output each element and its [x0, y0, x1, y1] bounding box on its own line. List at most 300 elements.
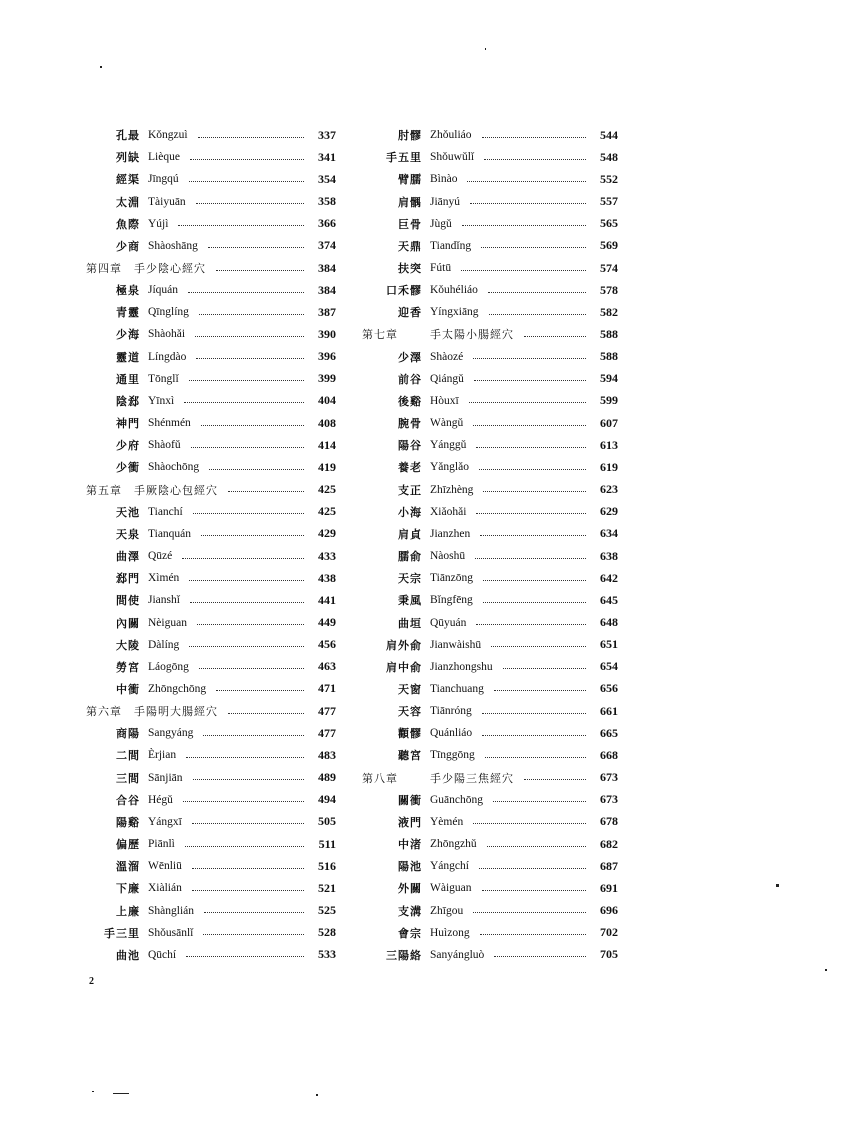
acupoint-pinyin: Shàoshāng — [148, 239, 198, 252]
toc-entry-row — [362, 811, 618, 833]
page-ref: 525 — [318, 903, 336, 918]
acupoint-chinese-name: 會宗 — [398, 926, 422, 940]
dot-leader — [475, 558, 586, 559]
dot-leader — [524, 779, 586, 780]
page-ref: 651 — [600, 637, 618, 652]
acupoint-chinese-name: 通里 — [116, 372, 140, 386]
dot-leader — [196, 358, 304, 359]
page-ref: 399 — [318, 371, 336, 386]
page-ref: 645 — [600, 592, 618, 607]
dot-leader — [485, 757, 586, 758]
acupoint-pinyin: Jianzhen — [430, 527, 471, 540]
page-ref: 483 — [318, 747, 336, 762]
chapter-title: 手太陽小腸經穴 — [430, 328, 514, 342]
toc-entry-row — [362, 501, 618, 523]
page-ref: 374 — [318, 238, 336, 253]
page-ref: 384 — [318, 260, 336, 275]
page-ref: 341 — [318, 149, 336, 164]
acupoint-pinyin: Wēnliū — [148, 860, 182, 873]
toc-chapter-row — [86, 479, 336, 501]
page-ref: 588 — [600, 326, 618, 341]
acupoint-pinyin: Sanyángluò — [430, 948, 485, 961]
acupoint-chinese-name: 手五里 — [386, 151, 422, 165]
toc-entry-row — [362, 545, 618, 567]
toc-entry-row — [86, 789, 336, 811]
toc-right-column — [362, 124, 618, 966]
toc-entry-row — [86, 678, 336, 700]
dot-leader — [470, 203, 586, 204]
page-ref: 565 — [600, 216, 618, 231]
page-ref: 387 — [318, 304, 336, 319]
chapter-title: 手陽明大腸經穴 — [134, 705, 218, 719]
acupoint-chinese-name: 支溝 — [398, 904, 422, 918]
acupoint-pinyin: Wàiguan — [430, 882, 472, 895]
page-ref: 619 — [600, 459, 618, 474]
dot-leader — [473, 912, 586, 913]
toc-entry-row — [362, 922, 618, 944]
page-ref: 668 — [600, 747, 618, 762]
dot-leader — [204, 912, 304, 913]
acupoint-chinese-name: 口禾髎 — [386, 284, 422, 298]
scan-speck — [113, 1093, 129, 1094]
dot-leader — [192, 823, 304, 824]
acupoint-pinyin: Tīnggōng — [430, 749, 475, 762]
acupoint-chinese-name: 神門 — [116, 417, 140, 431]
page-ref: 574 — [600, 260, 618, 275]
toc-entry-row — [86, 722, 336, 744]
page-ref: 511 — [318, 836, 336, 851]
acupoint-pinyin: Jianshǐ — [148, 594, 180, 607]
toc-entry-row — [362, 190, 618, 212]
acupoint-chinese-name: 下廉 — [116, 882, 140, 896]
acupoint-chinese-name: 肩中俞 — [386, 660, 422, 674]
acupoint-chinese-name: 間使 — [116, 594, 140, 608]
dot-leader — [483, 602, 586, 603]
acupoint-pinyin: Shàochōng — [148, 461, 200, 474]
toc-entry-row — [86, 146, 336, 168]
dot-leader — [189, 646, 304, 647]
page-ref: 623 — [600, 482, 618, 497]
toc-entry-row — [86, 190, 336, 212]
page-ref: 441 — [318, 592, 336, 607]
acupoint-pinyin: Nàoshū — [430, 550, 466, 563]
acupoint-chinese-name: 陰郄 — [116, 394, 140, 408]
toc-entry-row — [86, 767, 336, 789]
acupoint-pinyin: Yīnxì — [148, 394, 175, 407]
toc-entry-row — [86, 323, 336, 345]
page-ref: 521 — [318, 880, 336, 895]
dot-leader — [479, 469, 586, 470]
page-ref: 494 — [318, 792, 336, 807]
acupoint-pinyin: Piānlì — [148, 838, 175, 851]
acupoint-pinyin: Kǒngzuì — [148, 129, 188, 142]
toc-entry-row — [362, 700, 618, 722]
page-ref: 634 — [600, 526, 618, 541]
page-ref: 613 — [600, 437, 618, 452]
dot-leader — [186, 956, 304, 957]
dot-leader — [199, 314, 304, 315]
dot-leader — [203, 735, 304, 736]
acupoint-chinese-name: 靈道 — [116, 350, 140, 364]
toc-chapter-row — [362, 323, 618, 345]
page-ref: 661 — [600, 703, 618, 718]
acupoint-pinyin: Hégǔ — [148, 793, 173, 806]
page-ref: 390 — [318, 326, 336, 341]
acupoint-pinyin: Tianchí — [148, 505, 183, 518]
page-ref: 463 — [318, 659, 336, 674]
acupoint-pinyin: Zhīzhèng — [430, 483, 474, 496]
toc-entry-row — [362, 944, 618, 966]
toc-entry-row — [362, 235, 618, 257]
dot-leader — [483, 580, 586, 581]
dot-leader — [462, 225, 586, 226]
acupoint-chinese-name: 天泉 — [116, 527, 140, 541]
toc-entry-row — [86, 922, 336, 944]
acupoint-chinese-name: 迎香 — [398, 306, 422, 320]
toc-entry-row — [86, 567, 336, 589]
acupoint-chinese-name: 內關 — [116, 616, 140, 630]
toc-entry-row — [362, 722, 618, 744]
toc-entry-row — [362, 899, 618, 921]
dot-leader — [482, 137, 586, 138]
toc-entry-row — [86, 545, 336, 567]
page-ref: 687 — [600, 858, 618, 873]
dot-leader — [476, 447, 586, 448]
chapter-title: 手厥陰心包經穴 — [134, 483, 218, 497]
acupoint-chinese-name: 少澤 — [398, 350, 422, 364]
acupoint-pinyin: Shàozé — [430, 350, 464, 363]
page-ref: 705 — [600, 947, 618, 962]
acupoint-chinese-name: 天容 — [398, 705, 422, 719]
chapter-label: 第八章 — [362, 771, 398, 785]
acupoint-chinese-name: 顴髎 — [398, 727, 422, 741]
dot-leader — [191, 447, 304, 448]
scan-speck — [100, 66, 102, 68]
acupoint-chinese-name: 少海 — [116, 328, 140, 342]
dot-leader — [476, 624, 586, 625]
scan-speck — [316, 1094, 318, 1096]
page-ref: 691 — [600, 880, 618, 895]
dot-leader — [188, 292, 304, 293]
toc-entry-row — [362, 346, 618, 368]
acupoint-pinyin: Zhōngchōng — [148, 682, 207, 695]
page-ref: 516 — [318, 858, 336, 873]
dot-leader — [480, 535, 586, 536]
dot-leader — [189, 580, 304, 581]
dot-leader — [524, 336, 586, 337]
dot-leader — [494, 690, 586, 691]
toc-entry-row — [362, 567, 618, 589]
dot-leader — [189, 181, 304, 182]
dot-leader — [503, 668, 586, 669]
acupoint-pinyin: Xiǎohǎi — [430, 505, 467, 518]
dot-leader — [201, 535, 304, 536]
page-ref: 629 — [600, 504, 618, 519]
acupoint-chinese-name: 溫溜 — [116, 860, 140, 874]
acupoint-chinese-name: 天池 — [116, 505, 140, 519]
acupoint-pinyin: Tianchuang — [430, 682, 484, 695]
acupoint-pinyin: Yíngxiāng — [430, 306, 479, 319]
dot-leader — [216, 270, 304, 271]
acupoint-chinese-name: 扶突 — [398, 262, 422, 276]
acupoint-chinese-name: 曲池 — [116, 948, 140, 962]
acupoint-pinyin: Fútū — [430, 262, 452, 275]
toc-entry-row — [86, 368, 336, 390]
toc-entry-row — [362, 744, 618, 766]
dot-leader — [480, 934, 586, 935]
acupoint-chinese-name: 天宗 — [398, 572, 422, 586]
toc-entry-row — [86, 168, 336, 190]
page-ref: 594 — [600, 371, 618, 386]
acupoint-pinyin: Shǒuwǔlǐ — [430, 151, 475, 164]
acupoint-chinese-name: 少府 — [116, 439, 140, 453]
acupoint-pinyin: Qūyuán — [430, 616, 467, 629]
acupoint-pinyin: Yánggǔ — [430, 439, 467, 452]
toc-entry-row — [362, 279, 618, 301]
page-ref: 582 — [600, 304, 618, 319]
acupoint-pinyin: Shénmén — [148, 417, 191, 430]
acupoint-chinese-name: 太淵 — [116, 195, 140, 209]
page-ref: 337 — [318, 127, 336, 142]
toc-entry-row — [362, 678, 618, 700]
acupoint-chinese-name: 極泉 — [116, 284, 140, 298]
page-ref: 438 — [318, 570, 336, 585]
page-ref: 682 — [600, 836, 618, 851]
acupoint-chinese-name: 少衝 — [116, 461, 140, 475]
dot-leader — [494, 956, 586, 957]
acupoint-chinese-name: 臂臑 — [398, 173, 422, 187]
acupoint-chinese-name: 勞宮 — [116, 660, 140, 674]
page-ref: 569 — [600, 238, 618, 253]
page-ref: 665 — [600, 725, 618, 740]
toc-entry-row — [362, 390, 618, 412]
toc-entry-row — [86, 744, 336, 766]
acupoint-pinyin: Yángxī — [148, 815, 182, 828]
chapter-label: 第七章 — [362, 328, 398, 342]
toc-entry-row — [362, 656, 618, 678]
toc-chapter-row — [86, 257, 336, 279]
dot-leader — [216, 690, 304, 691]
acupoint-pinyin: Guānchōng — [430, 793, 484, 806]
acupoint-pinyin: Tiandǐng — [430, 239, 472, 252]
acupoint-pinyin: Shànglián — [148, 904, 194, 917]
page-ref: 449 — [318, 615, 336, 630]
page-ref: 578 — [600, 282, 618, 297]
acupoint-chinese-name: 陽谿 — [116, 815, 140, 829]
page-ref: 404 — [318, 393, 336, 408]
page-ref: 433 — [318, 548, 336, 563]
toc-entry-row — [86, 877, 336, 899]
dot-leader — [481, 247, 586, 248]
page-ref: 544 — [600, 127, 618, 142]
toc-entry-row — [362, 168, 618, 190]
page-ref: 528 — [318, 925, 336, 940]
page-ref: 419 — [318, 459, 336, 474]
acupoint-pinyin: Dàlíng — [148, 638, 180, 651]
acupoint-pinyin: Qīnglíng — [148, 306, 189, 319]
acupoint-chinese-name: 三間 — [116, 771, 140, 785]
toc-entry-row — [86, 611, 336, 633]
page-ref: 673 — [600, 770, 618, 785]
dot-leader — [476, 513, 586, 514]
page-ref: 489 — [318, 770, 336, 785]
dot-leader — [228, 491, 304, 492]
acupoint-pinyin: Zhōngzhǔ — [430, 838, 477, 851]
toc-entry-row — [362, 589, 618, 611]
toc-left-column — [86, 124, 336, 966]
page-ref: 638 — [600, 548, 618, 563]
page-ref: 414 — [318, 437, 336, 452]
chapter-title: 手少陰心經穴 — [134, 262, 206, 276]
dot-leader — [185, 846, 304, 847]
chapter-label: 第五章 — [86, 483, 122, 497]
acupoint-chinese-name: 肘髎 — [398, 129, 422, 143]
acupoint-chinese-name: 臑俞 — [398, 550, 422, 564]
dot-leader — [474, 380, 586, 381]
acupoint-chinese-name: 中渚 — [398, 838, 422, 852]
chapter-title: 手少陽三焦經穴 — [430, 771, 514, 785]
dot-leader — [201, 425, 304, 426]
toc-entry-row — [86, 501, 336, 523]
dot-leader — [203, 934, 304, 935]
acupoint-pinyin: Yújì — [148, 217, 169, 230]
dot-leader — [208, 247, 304, 248]
dot-leader — [193, 513, 304, 514]
toc-chapter-row — [86, 700, 336, 722]
acupoint-pinyin: Tiānzōng — [430, 572, 474, 585]
page-ref: 384 — [318, 282, 336, 297]
acupoint-chinese-name: 中衝 — [116, 682, 140, 696]
acupoint-pinyin: Zhǒuliáo — [430, 129, 472, 142]
acupoint-chinese-name: 商陽 — [116, 727, 140, 741]
toc-entry-row — [86, 855, 336, 877]
acupoint-chinese-name: 手三里 — [104, 926, 140, 940]
acupoint-chinese-name: 聽宮 — [398, 749, 422, 763]
acupoint-pinyin: Tiānróng — [430, 705, 472, 718]
dot-leader — [192, 868, 304, 869]
acupoint-pinyin: Yángchí — [430, 860, 469, 873]
page-ref: 505 — [318, 814, 336, 829]
acupoint-chinese-name: 肩外俞 — [386, 638, 422, 652]
dot-leader — [491, 646, 586, 647]
acupoint-chinese-name: 上廉 — [116, 904, 140, 918]
acupoint-pinyin: Jùgǔ — [430, 217, 452, 230]
toc-entry-row — [86, 434, 336, 456]
acupoint-pinyin: Huìzong — [430, 926, 470, 939]
scan-speck — [92, 1091, 94, 1092]
acupoint-pinyin: Hòuxī — [430, 394, 459, 407]
dot-leader — [479, 868, 586, 869]
dot-leader — [182, 558, 304, 559]
page-ref: 599 — [600, 393, 618, 408]
toc-entry-row — [86, 944, 336, 966]
acupoint-pinyin: Jíquán — [148, 284, 179, 297]
toc-entry-row — [362, 412, 618, 434]
acupoint-chinese-name: 青靈 — [116, 306, 140, 320]
dot-leader — [192, 890, 304, 891]
acupoint-chinese-name: 偏歷 — [116, 838, 140, 852]
acupoint-pinyin: Lièque — [148, 151, 180, 164]
dot-leader — [489, 314, 586, 315]
acupoint-chinese-name: 巨骨 — [398, 217, 422, 231]
page-ref: 557 — [600, 194, 618, 209]
acupoint-pinyin: Wàngǔ — [430, 417, 464, 430]
toc-entry-row — [362, 213, 618, 235]
toc-entry-row — [86, 656, 336, 678]
page-ref: 366 — [318, 216, 336, 231]
dot-leader — [228, 713, 304, 714]
acupoint-pinyin: Yǎnglǎo — [430, 461, 469, 474]
acupoint-pinyin: Língdào — [148, 350, 187, 363]
toc-entry-row — [362, 124, 618, 146]
acupoint-pinyin: Quánliáo — [430, 727, 473, 740]
acupoint-chinese-name: 關衝 — [398, 793, 422, 807]
acupoint-pinyin: Nèiguan — [148, 616, 187, 629]
acupoint-chinese-name: 陽谷 — [398, 439, 422, 453]
dot-leader — [482, 890, 586, 891]
acupoint-pinyin: Jianwàishū — [430, 638, 482, 651]
toc-entry-row — [362, 456, 618, 478]
page-ref: 552 — [600, 171, 618, 186]
toc-entry-row — [86, 523, 336, 545]
dot-leader — [461, 270, 586, 271]
acupoint-chinese-name: 孔最 — [116, 129, 140, 143]
toc-entry-row — [362, 368, 618, 390]
page-ref: 696 — [600, 903, 618, 918]
toc-entry-row — [362, 434, 618, 456]
scan-speck — [825, 969, 827, 971]
acupoint-chinese-name: 液門 — [398, 815, 422, 829]
page-ref: 477 — [318, 703, 336, 718]
toc-entry-row — [362, 479, 618, 501]
page-ref: 702 — [600, 925, 618, 940]
toc-chapter-row — [362, 767, 618, 789]
acupoint-pinyin: Qūchí — [148, 948, 177, 961]
acupoint-pinyin: Xiàlián — [148, 882, 182, 895]
page-ref: 477 — [318, 725, 336, 740]
page-ref: 607 — [600, 415, 618, 430]
acupoint-chinese-name: 天鼎 — [398, 239, 422, 253]
page-ref: 425 — [318, 504, 336, 519]
page-ref: 648 — [600, 615, 618, 630]
toc-entry-row — [362, 146, 618, 168]
dot-leader — [196, 203, 304, 204]
dot-leader — [209, 469, 304, 470]
acupoint-chinese-name: 前谷 — [398, 372, 422, 386]
acupoint-chinese-name: 陽池 — [398, 860, 422, 874]
page-ref: 533 — [318, 947, 336, 962]
acupoint-pinyin: Qiángǔ — [430, 372, 464, 385]
acupoint-chinese-name: 外關 — [398, 882, 422, 896]
dot-leader — [193, 779, 305, 780]
acupoint-pinyin: Yèmén — [430, 815, 464, 828]
page-ref: 673 — [600, 792, 618, 807]
toc-entry-row — [86, 634, 336, 656]
page-ref: 425 — [318, 482, 336, 497]
acupoint-chinese-name: 養老 — [398, 461, 422, 475]
dot-leader — [483, 491, 586, 492]
acupoint-chinese-name: 三陽絡 — [386, 948, 422, 962]
acupoint-chinese-name: 支正 — [398, 483, 422, 497]
page-ref: 654 — [600, 659, 618, 674]
page-ref: 656 — [600, 681, 618, 696]
dot-leader — [189, 380, 304, 381]
toc-entry-row — [86, 412, 336, 434]
toc-entry-row — [362, 611, 618, 633]
dot-leader — [488, 292, 586, 293]
acupoint-pinyin: Shàofǔ — [148, 439, 181, 452]
toc-entry-row — [86, 456, 336, 478]
